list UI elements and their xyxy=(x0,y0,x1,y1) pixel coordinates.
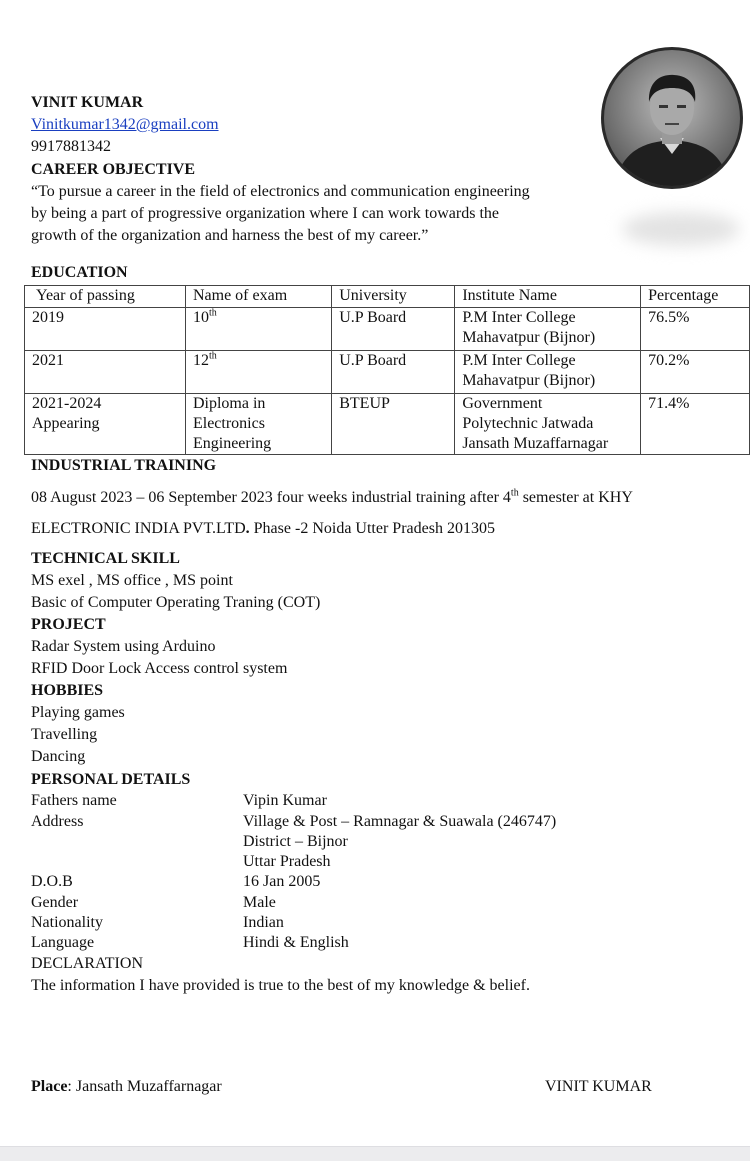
signature-name: VINIT KUMAR xyxy=(545,1078,652,1095)
institute-cell: Government Polytechnic Jatwada Jansath Muzaffarnagar xyxy=(455,394,641,455)
detail-row-fathers-name: Fathers name Vipin Kumar xyxy=(31,792,327,809)
career-objective-line: growth of the organization and harness the best of my career.” xyxy=(31,227,429,244)
place-line: Place: Jansath Muzaffarnagar xyxy=(31,1078,222,1095)
year-cell: 2021 xyxy=(25,351,186,394)
detail-row-address-cont: Uttar Pradesh xyxy=(243,853,331,870)
table-header-row xyxy=(25,286,750,308)
table-row xyxy=(25,308,750,351)
project-heading: PROJECT xyxy=(31,616,106,633)
phone-number: 9917881342 xyxy=(31,138,111,155)
email-link[interactable]: Vinitkumar1342@gmail.com xyxy=(31,116,219,133)
hobbies-heading: HOBBIES xyxy=(31,682,104,699)
detail-row-address-cont: District – Bijnor xyxy=(243,833,348,850)
technical-skill-heading: TECHNICAL SKILL xyxy=(31,550,180,567)
career-objective-line: “To pursue a career in the field of electronics and communication engineering xyxy=(31,183,530,200)
hobby-item: Dancing xyxy=(31,748,86,765)
personal-details-heading: PERSONAL DETAILS xyxy=(31,771,191,788)
detail-row-gender: Gender Male xyxy=(31,894,276,911)
percentage-cell: 70.2% xyxy=(641,351,750,394)
candidate-name: VINIT KUMAR xyxy=(31,94,144,111)
detail-row-address: Address Village & Post – Ramnagar & Suawala (246747) xyxy=(31,813,557,830)
viewer-bottom-bar xyxy=(0,1146,750,1161)
career-objective-line: by being a part of progressive organization where I can work towards the xyxy=(31,205,499,222)
year-cell: 2021-2024 Appearing xyxy=(25,394,186,455)
university-cell: U.P Board xyxy=(332,308,455,351)
detail-row-nationality: Nationality Indian xyxy=(31,914,284,931)
project-item: Radar System using Arduino xyxy=(31,638,216,655)
institute-cell: P.M Inter College Mahavatpur (Bijnor) xyxy=(455,351,641,394)
declaration-text: The information I have provided is true to the best of my knowledge & belief. xyxy=(31,977,530,994)
detail-row-dob: D.O.B 16 Jan 2005 xyxy=(31,873,321,890)
year-cell: 2019 xyxy=(25,308,186,351)
photo-shadow xyxy=(622,212,740,246)
percentage-cell: 71.4% xyxy=(641,394,750,455)
university-cell: U.P Board xyxy=(332,351,455,394)
detail-row-language: Language Hindi & English xyxy=(31,934,349,951)
column-header: Institute Name xyxy=(455,286,641,308)
institute-cell: P.M Inter College Mahavatpur (Bijnor) xyxy=(455,308,641,351)
university-cell: BTEUP xyxy=(332,394,455,455)
industrial-training-heading: INDUSTRIAL TRAINING xyxy=(31,457,217,474)
exam-cell: 10th xyxy=(185,308,331,351)
exam-cell: Diploma in Electronics Engineering xyxy=(185,394,331,455)
career-objective-heading: CAREER OBJECTIVE xyxy=(31,161,196,178)
declaration-heading: DECLARATION xyxy=(31,955,143,972)
profile-photo xyxy=(604,50,740,186)
project-item: RFID Door Lock Access control system xyxy=(31,660,288,677)
person-portrait-icon xyxy=(604,50,740,186)
percentage-cell: 76.5% xyxy=(641,308,750,351)
column-header: Year of passing xyxy=(25,286,186,308)
exam-cell: 12th xyxy=(185,351,331,394)
column-header: Percentage xyxy=(641,286,750,308)
education-table xyxy=(24,285,750,455)
education-heading: EDUCATION xyxy=(31,264,128,281)
table-row xyxy=(25,394,750,455)
training-line: ELECTRONIC INDIA PVT.LTD. Phase -2 Noida Utter Pradesh 201305 xyxy=(31,520,495,537)
skill-item: MS exel , MS office , MS point xyxy=(31,572,233,589)
column-header: Name of exam xyxy=(185,286,331,308)
column-header: University xyxy=(332,286,455,308)
hobby-item: Travelling xyxy=(31,726,98,743)
table-row xyxy=(25,351,750,394)
training-line: 08 August 2023 – 06 September 2023 four weeks industrial training after 4th semester at KHY xyxy=(31,487,633,506)
skill-item: Basic of Computer Operating Traning (COT) xyxy=(31,594,321,611)
hobby-item: Playing games xyxy=(31,704,125,721)
